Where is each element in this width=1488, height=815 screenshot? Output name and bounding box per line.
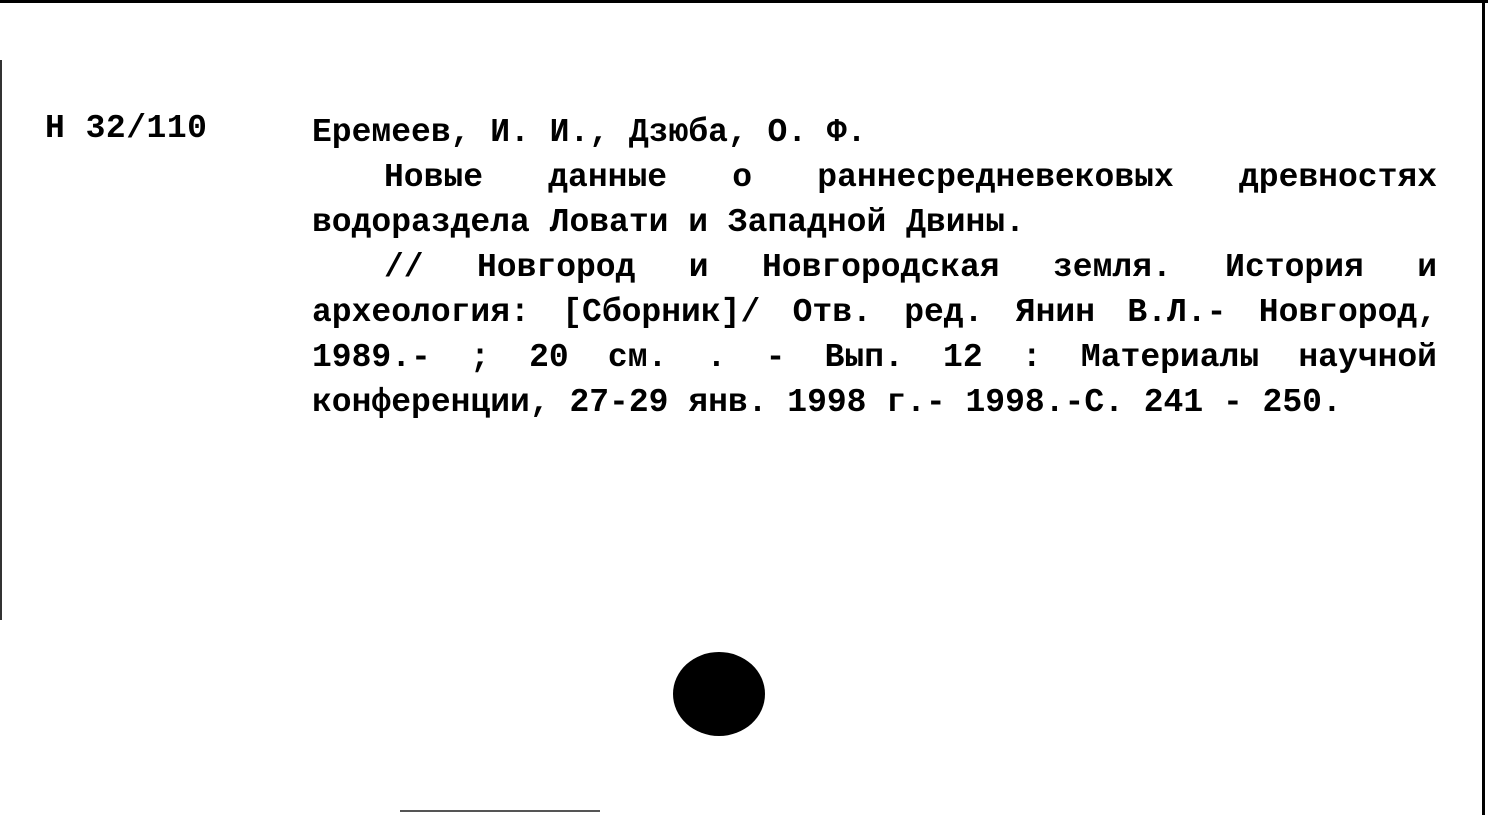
punch-hole [673,652,765,736]
author-line: Еремеев, И. И., Дзюба, О. Ф. [312,114,867,151]
card-edge-top [0,0,1488,3]
shelfmark: Н 32/110 [45,110,208,147]
card-edge-bottom [400,810,600,812]
card-edge-right [1482,0,1485,815]
card-edge-left [0,60,2,620]
bibliographic-entry [312,110,1437,425]
title-paragraph: Новые данные о раннесредневековых древностях водораздела Ловати и Западной Двины. [312,159,1437,241]
source-paragraph: // Новгород и Новгородская земля. История и археология: [Сборник]/ Отв. ред. Янин В.Л.- Новгород, 1989.- ; 20 см. . - Вып. 12 : Материалы научной конференции, 27-29 янв. 1998 г.- 1998.-С. 241 - 250. [312,249,1437,421]
